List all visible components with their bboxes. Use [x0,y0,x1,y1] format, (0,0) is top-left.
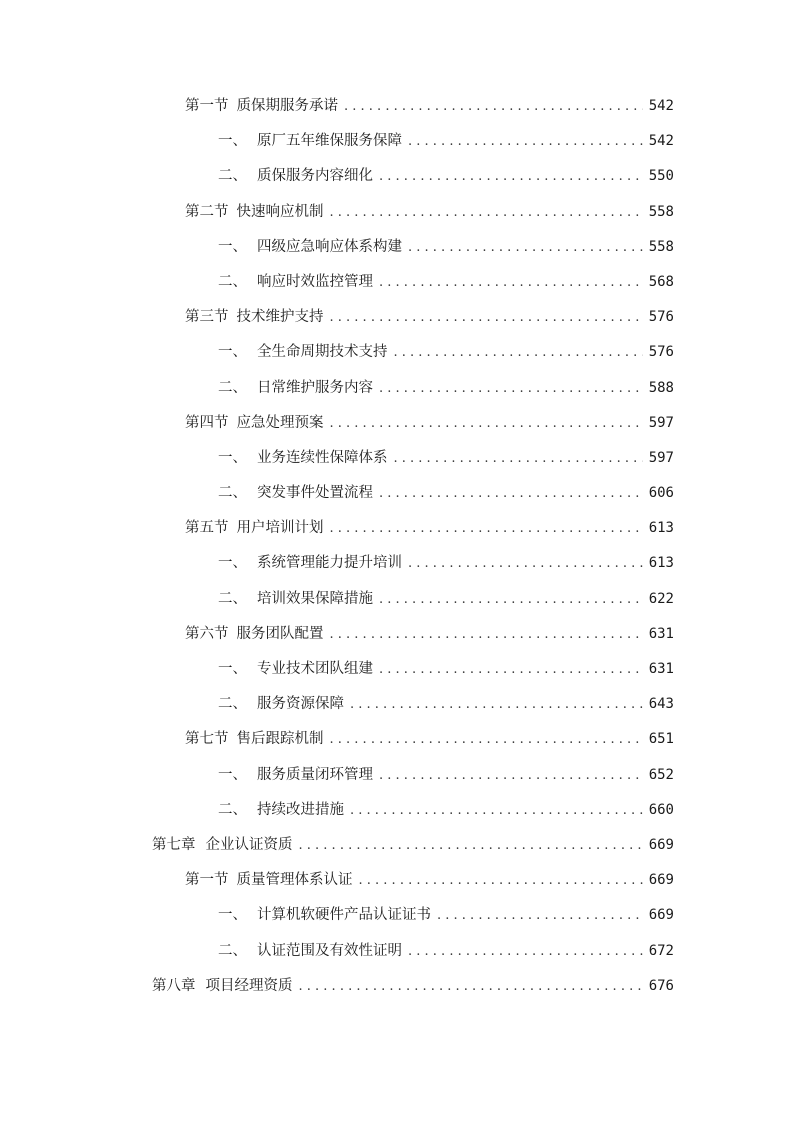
toc-page-number: 631 [648,625,674,642]
toc-entry[interactable] [0,446,793,481]
toc-entry-number: 二、 [218,696,247,713]
toc-dot-leader [379,169,643,184]
toc-entry-title: 突发事件处置流程 [257,485,373,502]
toc-entry-title: 培训效果保障措施 [257,590,373,607]
toc-entry[interactable] [0,727,793,762]
toc-dot-leader [299,979,643,994]
toc-entry[interactable] [0,481,793,516]
toc-entry-number: 一、 [218,661,247,677]
toc-entry-title: 企业认证资质 [205,836,293,853]
toc-page-number: 669 [648,872,674,889]
toc-dot-leader [408,944,643,959]
toc-entry[interactable] [0,340,793,375]
toc-entry-title: 持续改进措施 [257,801,344,818]
toc-page-number: 669 [648,907,674,924]
toc-dot-leader [359,873,643,888]
toc-entry-number: 第五节 [185,520,229,537]
toc-entry[interactable] [0,270,793,305]
toc-dot-leader [437,908,643,923]
toc-entry[interactable] [0,903,793,938]
toc-entry-number: 二、 [218,273,247,290]
toc-dot-leader [408,134,643,149]
toc-entry-number: 第八章 [152,977,196,994]
toc-entry-title: 全生命周期技术支持 [257,344,388,361]
toc-entry[interactable] [0,657,793,692]
toc-dot-leader [408,240,643,255]
toc-dot-leader [330,310,643,325]
toc-entry[interactable] [0,974,793,1009]
toc-entry-number: 二、 [218,942,247,959]
toc-entry[interactable] [0,94,793,129]
toc-page-number: 597 [648,449,674,466]
toc-entry[interactable] [0,692,793,727]
toc-page-number: 652 [648,766,674,783]
toc-entry[interactable] [0,235,793,270]
toc-entry-title: 售后跟踪机制 [236,731,324,748]
toc-page-number: 651 [648,731,674,748]
toc-entry-title: 日常维护服务内容 [257,379,373,396]
toc-entry[interactable] [0,833,793,868]
toc-entry-title: 服务资源保障 [257,696,344,713]
toc-entry-title: 业务连续性保障体系 [257,449,388,466]
toc-dot-leader [330,627,643,642]
toc-entry[interactable] [0,622,793,657]
toc-entry-title: 技术维护支持 [236,309,324,326]
toc-dot-leader [350,803,643,818]
toc-page-number: 660 [648,801,674,818]
toc-entry-title: 质量管理体系认证 [236,872,353,889]
toc-entry-number: 第七章 [152,836,196,853]
toc-entry-title: 用户培训计划 [236,520,324,537]
toc-entry-number: 二、 [218,168,247,185]
toc-entry-number: 第三节 [185,309,229,326]
toc-entry-title: 认证范围及有效性证明 [257,942,402,959]
toc-page-number: 631 [648,661,674,677]
toc-entry-number: 一、 [218,133,247,150]
toc-entry-number: 第六节 [185,625,229,642]
toc-entry[interactable] [0,200,793,235]
toc-page-number: 606 [648,485,674,502]
toc-page-number: 550 [648,168,674,185]
toc-page-number: 558 [648,203,674,220]
toc-entry-number: 第七节 [185,731,229,748]
toc-entry[interactable] [0,411,793,446]
toc-entry-title: 质保服务内容细化 [257,168,373,185]
toc-page-number: 669 [648,836,674,853]
toc-entry[interactable] [0,129,793,164]
toc-dot-leader [379,768,643,783]
toc-entry[interactable] [0,798,793,833]
toc-dot-leader [379,275,643,290]
toc-entry-title: 计算机软硬件产品认证证书 [257,907,431,924]
toc-entry[interactable] [0,164,793,199]
toc-entry-number: 第二节 [185,203,229,220]
toc-entry-number: 第一节 [185,872,229,889]
toc-page-number: 558 [648,238,674,255]
toc-page-number: 576 [648,309,674,326]
toc-entry-title: 响应时效监控管理 [257,273,373,290]
toc-entry-number: 二、 [218,801,247,818]
toc-page-number: 672 [648,942,674,959]
toc-entry-title: 原厂五年维保服务保障 [257,133,402,150]
toc-dot-leader [299,838,643,853]
toc-dot-leader [408,556,643,571]
toc-entry-number: 一、 [218,766,247,783]
toc-entry[interactable] [0,939,793,974]
toc-entry-title: 项目经理资质 [205,977,293,994]
toc-entry-title: 应急处理预案 [236,414,324,431]
table-of-contents [0,94,793,1009]
toc-page-number: 613 [648,520,674,537]
toc-page-number: 676 [648,977,674,994]
toc-page-number: 576 [648,344,674,361]
toc-entry[interactable] [0,305,793,340]
toc-page-number: 542 [648,133,674,150]
toc-entry-number: 二、 [218,379,247,396]
toc-dot-leader [379,662,643,677]
toc-page-number: 613 [648,555,674,572]
toc-entry[interactable] [0,868,793,903]
toc-page-number: 643 [648,696,674,713]
toc-dot-leader [350,697,643,712]
toc-entry-number: 一、 [218,344,247,361]
toc-entry-title: 专业技术团队组建 [257,661,373,677]
toc-entry[interactable] [0,516,793,551]
toc-dot-leader [394,451,643,466]
toc-dot-leader [394,345,643,360]
toc-entry-title: 质保期服务承诺 [236,98,338,114]
toc-entry[interactable] [0,376,793,411]
toc-dot-leader [379,486,643,501]
toc-entry[interactable] [0,763,793,798]
toc-entry-number: 第四节 [185,414,229,431]
toc-page-number: 588 [648,379,674,396]
toc-entry-number: 第一节 [185,98,229,114]
toc-entry-number: 二、 [218,485,247,502]
toc-entry-number: 一、 [218,555,247,572]
toc-dot-leader [330,205,643,220]
toc-dot-leader [330,521,643,536]
toc-entry-title: 系统管理能力提升培训 [257,555,402,572]
toc-entry-title: 快速响应机制 [236,203,324,220]
toc-entry-number: 一、 [218,907,247,924]
toc-dot-leader [344,99,643,114]
toc-entry-title: 服务团队配置 [236,625,324,642]
toc-dot-leader [379,592,643,607]
toc-entry-title: 服务质量闭环管理 [257,766,373,783]
toc-dot-leader [379,381,643,396]
toc-page-number: 542 [648,98,674,114]
toc-entry[interactable] [0,587,793,622]
toc-entry-number: 一、 [218,449,247,466]
toc-dot-leader [330,416,643,431]
toc-entry-title: 四级应急响应体系构建 [257,238,402,255]
toc-page-number: 597 [648,414,674,431]
toc-entry-number: 一、 [218,238,247,255]
toc-entry-number: 二、 [218,590,247,607]
toc-dot-leader [330,732,643,747]
toc-page-number: 622 [648,590,674,607]
toc-page-number: 568 [648,273,674,290]
toc-entry[interactable] [0,551,793,586]
